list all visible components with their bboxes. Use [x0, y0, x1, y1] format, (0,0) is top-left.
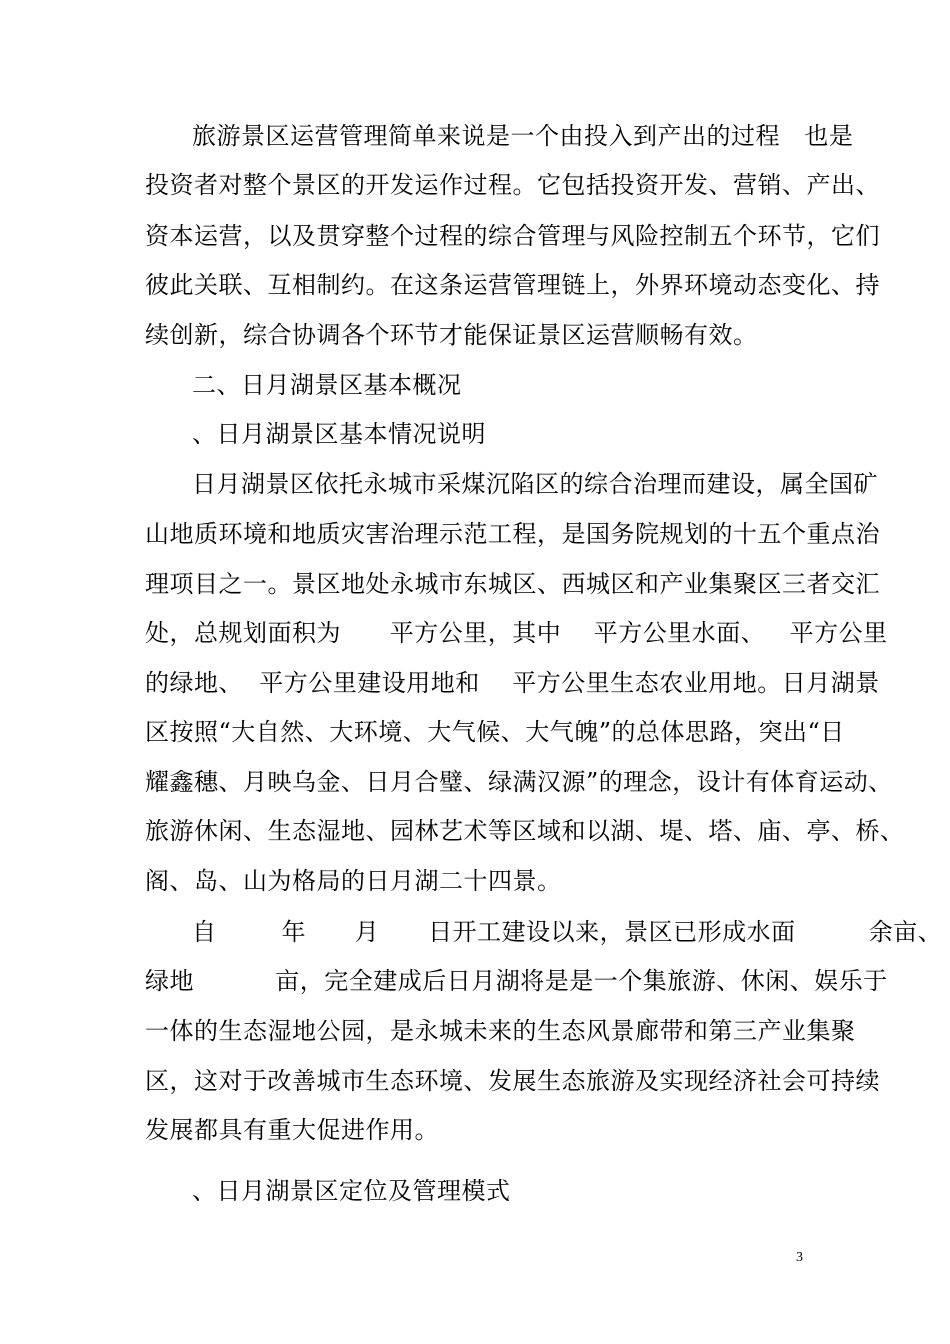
paragraph-intro-line-5: 续创新，综合协调各个环节才能保证景区运营顺畅有效。: [145, 321, 758, 349]
paragraph-overview-line-9: 阁、岛、山为格局的日月湖二十四景。: [145, 867, 562, 895]
paragraph-construction-line-1: 自 年 月 日开工建设以来，景区已形成水面 余亩、: [192, 918, 943, 946]
paragraph-intro-line-4: 彼此关联、互相制约。在这条运营管理链上，外界环境动态变化、持: [145, 271, 880, 299]
paragraph-intro-line-3: 资本运营，以及贯穿整个过程的综合管理与风险控制五个环节，它们: [145, 222, 880, 250]
paragraph-intro-line-2: 投资者对整个景区的开发运作过程。它包括投资开发、营销、产出、: [145, 171, 880, 199]
paragraph-construction-line-3: 一体的生态湿地公园，是永城未来的生态风景廊带和第三产业集聚: [145, 1017, 856, 1045]
subheading-basic-info: 、日月湖景区基本情况说明: [192, 420, 486, 448]
paragraph-overview-line-1: 日月湖景区依托永城市采煤沉陷区的综合治理而建设，属全国矿: [192, 470, 878, 498]
paragraph-construction-line-5: 发展都具有重大促进作用。: [145, 1116, 439, 1144]
paragraph-construction-line-4: 区，这对于改善城市生态环境、发展生态旅游及实现经济社会可持续: [145, 1067, 880, 1095]
paragraph-intro-line-1: 旅游景区运营管理简单来说是一个由投入到产出的过程 也是: [192, 122, 854, 150]
paragraph-overview-line-5: 的绿地、 平方公里建设用地和 平方公里生态农业用地。日月湖景: [145, 669, 880, 697]
paragraph-construction-line-2: 绿地 亩，完全建成后日月湖将是是一个集旅游、休闲、娱乐于: [145, 967, 888, 995]
section-heading: 二、日月湖景区基本概况: [192, 371, 462, 399]
paragraph-overview-line-4: 处，总规划面积为 平方公里，其中 平方公里水面、 平方公里: [145, 619, 888, 647]
paragraph-overview-line-2: 山地质环境和地质灾害治理示范工程，是国务院规划的十五个重点治: [145, 520, 880, 548]
paragraph-overview-line-6: 区按照“大自然、大环境、大气候、大气魄”的总体思路，突出“日: [145, 718, 845, 746]
subheading-positioning: 、日月湖景区定位及管理模式: [192, 1177, 511, 1205]
paragraph-overview-line-7: 耀鑫穗、月映乌金、日月合璧、绿满汉源”的理念，设计有体育运动、: [145, 768, 893, 796]
paragraph-overview-line-3: 理项目之一。景区地处永城市东城区、西城区和产业集聚区三者交汇: [145, 570, 880, 598]
paragraph-overview-line-8: 旅游休闲、生态湿地、园林艺术等区域和以湖、堤、塔、庙、亭、桥、: [145, 817, 905, 845]
page-number: 3: [796, 1250, 803, 1265]
